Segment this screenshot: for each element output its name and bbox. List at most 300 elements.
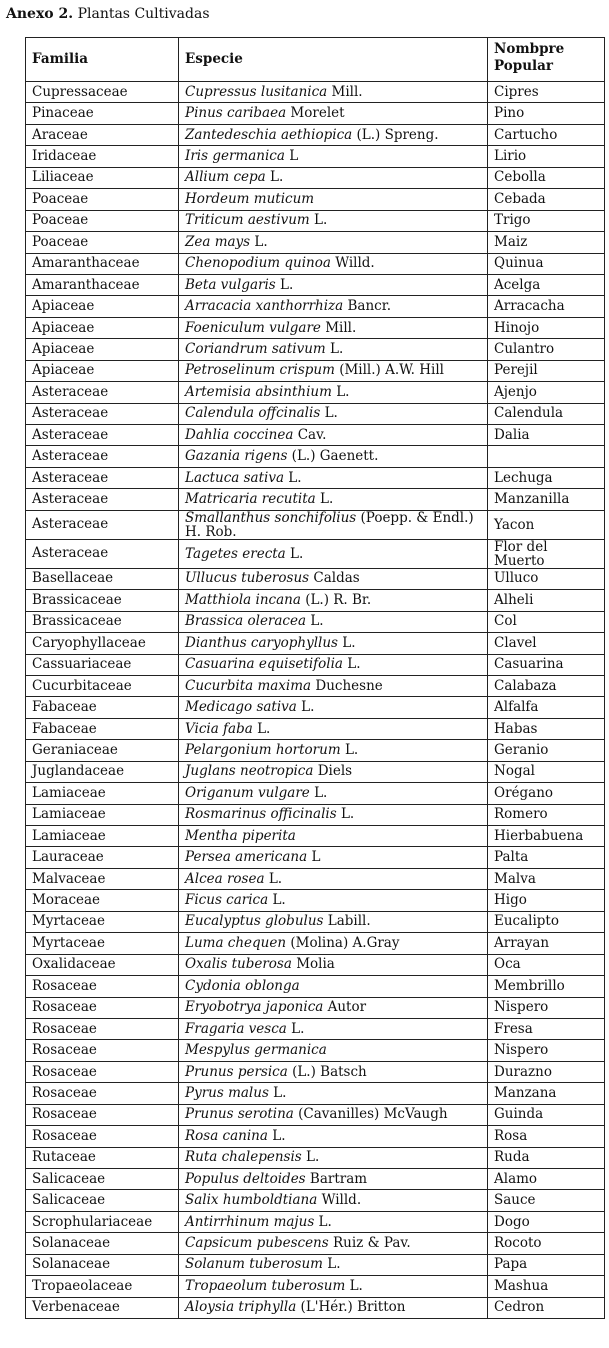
cell-nombre-popular: Manzana [488, 1083, 605, 1104]
cell-nombre-popular: Mashua [488, 1276, 605, 1297]
species-name: Pyrus malus [185, 1084, 269, 1101]
table-row [26, 232, 605, 253]
cell-familia: Cupressaceae [26, 82, 179, 103]
cell-familia: Poaceae [26, 210, 179, 231]
cell-nombre-popular: Higo [488, 890, 605, 911]
cell-especie [179, 611, 488, 632]
species-author: L. [310, 613, 324, 630]
table-row [26, 1126, 605, 1147]
species-name: Lactuca sativa [185, 469, 284, 486]
species-name: Juglans neotropica [185, 763, 314, 780]
species-author: L. [330, 340, 344, 357]
species-name: Cydonia oblonga [185, 977, 300, 994]
species-name: Dahlia coccinea [185, 426, 294, 443]
species-author: L. [324, 405, 338, 422]
table-row [26, 103, 605, 124]
table-row [26, 783, 605, 804]
cell-especie [179, 339, 488, 360]
cell-familia: Cassuariaceae [26, 654, 179, 675]
cell-familia: Asteraceae [26, 446, 179, 467]
cell-familia: Asteraceae [26, 425, 179, 446]
species-name: Tagetes erecta [185, 545, 286, 562]
species-name: Fragaria vesca [185, 1020, 287, 1037]
cell-familia: Apiaceae [26, 296, 179, 317]
cell-especie [179, 82, 488, 103]
cell-especie [179, 1147, 488, 1168]
table-row [26, 1169, 605, 1190]
cell-especie [179, 761, 488, 782]
cell-nombre-popular: Nogal [488, 761, 605, 782]
cell-familia: Rosaceae [26, 997, 179, 1018]
cell-especie [179, 933, 488, 954]
cell-especie [179, 296, 488, 317]
cell-familia: Fabaceae [26, 718, 179, 739]
table-row [26, 1104, 605, 1125]
species-name: Solanum tuberosum [185, 1256, 323, 1273]
cell-familia: Basellaceae [26, 568, 179, 589]
cell-especie [179, 382, 488, 403]
cell-familia: Fabaceae [26, 697, 179, 718]
cell-especie [179, 1233, 488, 1254]
species-name: Ullucus tuberosus [185, 570, 310, 587]
cell-especie [179, 697, 488, 718]
table-row [26, 467, 605, 488]
cell-familia: Salicaceae [26, 1190, 179, 1211]
species-author: L. [320, 491, 334, 508]
cell-nombre-popular: Cipres [488, 82, 605, 103]
species-author: Mill. [331, 83, 363, 100]
cell-especie [179, 1254, 488, 1275]
cell-especie [179, 124, 488, 145]
species-name: Triticum aestivum [185, 212, 310, 229]
cell-familia: Solanaceae [26, 1233, 179, 1254]
table-row [26, 1061, 605, 1082]
species-author: L [289, 148, 299, 165]
species-author: L. [318, 1213, 332, 1230]
cell-especie [179, 167, 488, 188]
cell-nombre-popular: Cebolla [488, 167, 605, 188]
cell-familia: Lamiaceae [26, 783, 179, 804]
table-row [26, 740, 605, 761]
cell-familia: Moraceae [26, 890, 179, 911]
cell-especie [179, 1276, 488, 1297]
table-row [26, 1083, 605, 1104]
cell-familia: Rosaceae [26, 1061, 179, 1082]
table-row [26, 146, 605, 167]
cell-nombre-popular: Trigo [488, 210, 605, 231]
cell-nombre-popular [488, 446, 605, 467]
cell-familia: Juglandaceae [26, 761, 179, 782]
species-name: Tropaeolum tuberosum [185, 1277, 346, 1294]
cell-especie [179, 317, 488, 338]
table-row [26, 210, 605, 231]
species-author: L. [270, 169, 284, 186]
table-row [26, 804, 605, 825]
species-author: Duchesne [315, 677, 383, 694]
cell-familia: Tropaeolaceae [26, 1276, 179, 1297]
species-name: Zantedeschia aethiopica [185, 126, 353, 143]
cell-familia: Lamiaceae [26, 826, 179, 847]
cell-especie [179, 253, 488, 274]
annex-title-text: Plantas Cultivadas [77, 6, 210, 22]
table-row [26, 611, 605, 632]
species-name: Brassica oleracea [185, 613, 307, 630]
table-row [26, 1276, 605, 1297]
species-author: L. [344, 741, 359, 758]
cell-familia: Rosaceae [26, 1040, 179, 1061]
species-author: Willd. [321, 1192, 362, 1209]
species-name: Pinus caribaea [185, 105, 287, 122]
table-row [26, 317, 605, 338]
cell-familia: Verbenaceae [26, 1297, 179, 1318]
cell-especie [179, 274, 488, 295]
cell-especie [179, 1169, 488, 1190]
species-name: Populus deltoides [185, 1170, 306, 1187]
cell-especie [179, 232, 488, 253]
cell-especie [179, 1190, 488, 1211]
cell-familia: Oxalidaceae [26, 954, 179, 975]
species-name: Coriandrum sativum [185, 340, 326, 357]
species-name: Rosmarinus officinalis [185, 806, 337, 823]
species-author: (Mill.) A.W. Hill [339, 362, 444, 379]
species-name: Cupressus lusitanica [185, 83, 328, 100]
species-author: L. [336, 383, 350, 400]
cell-nombre-popular: Durazno [488, 1061, 605, 1082]
species-name: Allium cepa [185, 169, 266, 186]
species-author: Morelet [290, 105, 345, 122]
table-row [26, 718, 605, 739]
species-author: Cav. [297, 426, 327, 443]
table-row [26, 761, 605, 782]
cell-nombre-popular: Culantro [488, 339, 605, 360]
cell-nombre-popular: Perejil [488, 360, 605, 381]
cell-especie [179, 425, 488, 446]
species-name: Prunus serotina [185, 1106, 294, 1123]
cell-familia: Lauraceae [26, 847, 179, 868]
species-author: (L.) Batsch [292, 1063, 367, 1080]
table-row [26, 868, 605, 889]
species-author: Ruiz & Pav. [332, 1235, 411, 1252]
species-name: Ruta chalepensis [185, 1149, 302, 1166]
cell-familia: Asteraceae [26, 510, 179, 539]
species-author: Bartram [309, 1170, 368, 1187]
species-author: (L.) Gaenett. [291, 448, 379, 465]
cell-especie [179, 890, 488, 911]
species-author: L. [301, 699, 315, 716]
species-author: L. [273, 1084, 287, 1101]
cell-nombre-popular: Nispero [488, 997, 605, 1018]
species-name: Antirrhinum majus [185, 1213, 315, 1230]
species-name: Rosa canina [185, 1127, 268, 1144]
cell-nombre-popular: Alfalfa [488, 697, 605, 718]
species-name: Origanum vulgare [185, 784, 310, 801]
cell-especie [179, 1104, 488, 1125]
cell-nombre-popular: Malva [488, 868, 605, 889]
table-row [26, 1211, 605, 1232]
table-row [26, 1233, 605, 1254]
species-name: Zea mays [185, 233, 251, 250]
cell-familia: Brassicaceae [26, 590, 179, 611]
species-author: (L.) Spreng. [356, 126, 439, 143]
cell-familia: Cucurbitaceae [26, 675, 179, 696]
cell-especie [179, 210, 488, 231]
cell-familia: Poaceae [26, 189, 179, 210]
species-author: Labill. [327, 913, 371, 930]
species-name: Prunus persica [185, 1063, 288, 1080]
species-name: Dianthus caryophyllus [185, 634, 338, 651]
cell-nombre-popular: Flor del Muerto [488, 539, 605, 568]
column-header-especie: Especie [179, 38, 488, 82]
table-row [26, 489, 605, 510]
cell-nombre-popular: Palta [488, 847, 605, 868]
table-row [26, 510, 605, 539]
cell-especie [179, 740, 488, 761]
table-row [26, 1297, 605, 1318]
cell-nombre-popular: Arracacha [488, 296, 605, 317]
cell-nombre-popular: Lechuga [488, 467, 605, 488]
table-row [26, 1190, 605, 1211]
cell-familia: Pinaceae [26, 103, 179, 124]
species-author: L. [291, 1020, 305, 1037]
species-author: L. [290, 545, 304, 562]
table-row [26, 360, 605, 381]
table-row [26, 1254, 605, 1275]
cell-nombre-popular: Eucalipto [488, 911, 605, 932]
species-name: Ficus carica [185, 892, 269, 909]
cell-nombre-popular: Guinda [488, 1104, 605, 1125]
table-row [26, 954, 605, 975]
cell-nombre-popular: Papa [488, 1254, 605, 1275]
cell-nombre-popular: Yacon [488, 510, 605, 539]
species-name: Casuarina equisetifolia [185, 656, 343, 673]
species-name: Oxalis tuberosa [185, 956, 292, 973]
species-name: Persea americana [185, 849, 308, 866]
table-row [26, 633, 605, 654]
cell-nombre-popular: Ulluco [488, 568, 605, 589]
species-author: L. [342, 634, 356, 651]
species-name: Medicago sativa [185, 699, 297, 716]
table-row [26, 539, 605, 568]
cell-nombre-popular: Cebada [488, 189, 605, 210]
species-name: Artemisia absinthium [185, 383, 332, 400]
cell-familia: Araceae [26, 124, 179, 145]
cell-nombre-popular: Rocoto [488, 1233, 605, 1254]
cell-nombre-popular: Fresa [488, 1018, 605, 1039]
cell-nombre-popular: Acelga [488, 274, 605, 295]
species-name: Arracacia xanthorrhiza [185, 298, 344, 315]
species-name: Capsicum pubescens [185, 1235, 329, 1252]
species-name: Gazania rigens [185, 448, 288, 465]
cell-especie [179, 1297, 488, 1318]
cell-especie [179, 1018, 488, 1039]
cell-especie [179, 654, 488, 675]
table-row [26, 590, 605, 611]
cell-familia: Geraniaceae [26, 740, 179, 761]
species-author: (Molina) A.Gray [290, 934, 400, 951]
cell-familia: Amaranthaceae [26, 274, 179, 295]
cell-especie [179, 568, 488, 589]
cell-familia: Asteraceae [26, 467, 179, 488]
cell-nombre-popular: Quinua [488, 253, 605, 274]
cell-nombre-popular: Dalia [488, 425, 605, 446]
species-author: L. [288, 469, 302, 486]
table-row [26, 997, 605, 1018]
table-row [26, 339, 605, 360]
table-row [26, 274, 605, 295]
species-name: Beta vulgaris [185, 276, 276, 293]
cell-familia: Iridaceae [26, 146, 179, 167]
species-author: L. [306, 1149, 320, 1166]
cell-nombre-popular: Hinojo [488, 317, 605, 338]
cell-especie [179, 489, 488, 510]
species-author: L. [280, 276, 294, 293]
cell-especie [179, 146, 488, 167]
cell-nombre-popular: Pino [488, 103, 605, 124]
cell-nombre-popular: Manzanilla [488, 489, 605, 510]
cell-familia: Poaceae [26, 232, 179, 253]
cell-familia: Lamiaceae [26, 804, 179, 825]
species-name: Eryobotrya japonica [185, 999, 324, 1016]
cell-especie [179, 847, 488, 868]
annex-label: Anexo 2. [6, 6, 74, 22]
table-row [26, 933, 605, 954]
column-header-familia: Familia [26, 38, 179, 82]
cell-especie [179, 446, 488, 467]
cell-familia: Rosaceae [26, 1018, 179, 1039]
cell-especie [179, 189, 488, 210]
table-row [26, 403, 605, 424]
species-author: (Poepp. & Endl.) H. Rob. [185, 510, 474, 540]
table-row [26, 189, 605, 210]
cell-familia: Amaranthaceae [26, 253, 179, 274]
cell-nombre-popular: Calabaza [488, 675, 605, 696]
table-row [26, 911, 605, 932]
cell-familia: Asteraceae [26, 539, 179, 568]
cell-especie [179, 539, 488, 568]
cell-especie [179, 1061, 488, 1082]
species-author: (Cavanilles) McVaugh [298, 1106, 448, 1123]
cell-especie [179, 826, 488, 847]
table-row [26, 82, 605, 103]
species-name: Alcea rosea [185, 870, 265, 887]
cell-nombre-popular: Dogo [488, 1211, 605, 1232]
species-name: Vicia faba [185, 720, 253, 737]
species-name: Aloysia triphylla [185, 1299, 297, 1316]
cell-especie [179, 804, 488, 825]
cell-familia: Rosaceae [26, 1104, 179, 1125]
species-name: Cucurbita maxima [185, 677, 312, 694]
species-name: Hordeum muticum [185, 190, 315, 207]
cell-especie [179, 103, 488, 124]
cell-especie [179, 360, 488, 381]
species-name: Chenopodium quinoa [185, 255, 331, 272]
species-author: L. [314, 784, 328, 801]
table-row [26, 847, 605, 868]
species-name: Smallanthus sonchifolius [185, 510, 357, 526]
table-row [26, 826, 605, 847]
species-name: Eucalyptus globulus [185, 913, 324, 930]
table-row [26, 425, 605, 446]
cell-nombre-popular: Membrillo [488, 976, 605, 997]
species-name: Petroselinum crispum [185, 362, 335, 379]
cell-especie [179, 675, 488, 696]
column-header-nombre-popular: Nombpre Popular [488, 38, 605, 82]
cell-especie [179, 1083, 488, 1104]
cell-nombre-popular: Alheli [488, 590, 605, 611]
species-author: (L'Hér.) Britton [300, 1299, 406, 1316]
cell-familia: Solanaceae [26, 1254, 179, 1275]
table-row [26, 568, 605, 589]
cell-familia: Rosaceae [26, 1126, 179, 1147]
table-header-row [26, 38, 605, 82]
cell-especie [179, 467, 488, 488]
cell-nombre-popular: Oca [488, 954, 605, 975]
cell-familia: Asteraceae [26, 382, 179, 403]
cell-familia: Rosaceae [26, 976, 179, 997]
cell-nombre-popular: Hierbabuena [488, 826, 605, 847]
cell-familia: Scrophulariaceae [26, 1211, 179, 1232]
cell-nombre-popular: Orégano [488, 783, 605, 804]
species-author: Autor [327, 999, 367, 1016]
cell-nombre-popular: Calendula [488, 403, 605, 424]
annex-title [6, 6, 210, 22]
cell-especie [179, 868, 488, 889]
cell-familia: Liliaceae [26, 167, 179, 188]
cell-nombre-popular: Clavel [488, 633, 605, 654]
table-row [26, 675, 605, 696]
cell-nombre-popular: Alamo [488, 1169, 605, 1190]
table-row [26, 296, 605, 317]
table-row [26, 446, 605, 467]
cell-nombre-popular: Ruda [488, 1147, 605, 1168]
species-author: L. [257, 720, 271, 737]
cell-nombre-popular: Col [488, 611, 605, 632]
plants-table [25, 37, 605, 1319]
cell-nombre-popular: Nispero [488, 1040, 605, 1061]
cell-especie [179, 1040, 488, 1061]
cell-especie [179, 1211, 488, 1232]
species-author: Willd. [335, 255, 375, 272]
species-author: L. [314, 212, 328, 229]
cell-familia: Malvaceae [26, 868, 179, 889]
species-author: Mill. [325, 319, 357, 336]
cell-familia: Myrtaceae [26, 911, 179, 932]
species-author: L. [272, 892, 286, 909]
species-author: L. [254, 233, 268, 250]
species-author: L. [340, 806, 355, 823]
table-row [26, 253, 605, 274]
cell-especie [179, 1126, 488, 1147]
table-row [26, 697, 605, 718]
cell-especie [179, 510, 488, 539]
table-row [26, 1018, 605, 1039]
cell-especie [179, 997, 488, 1018]
cell-familia: Myrtaceae [26, 933, 179, 954]
table-row [26, 1040, 605, 1061]
cell-especie [179, 403, 488, 424]
cell-nombre-popular: Sauce [488, 1190, 605, 1211]
cell-familia: Caryophyllaceae [26, 633, 179, 654]
cell-especie [179, 783, 488, 804]
cell-nombre-popular: Cedron [488, 1297, 605, 1318]
cell-nombre-popular: Maiz [488, 232, 605, 253]
table-row [26, 890, 605, 911]
cell-nombre-popular: Romero [488, 804, 605, 825]
cell-nombre-popular: Cartucho [488, 124, 605, 145]
cell-nombre-popular: Habas [488, 718, 605, 739]
species-author: Caldas [313, 570, 360, 587]
cell-familia: Apiaceae [26, 360, 179, 381]
